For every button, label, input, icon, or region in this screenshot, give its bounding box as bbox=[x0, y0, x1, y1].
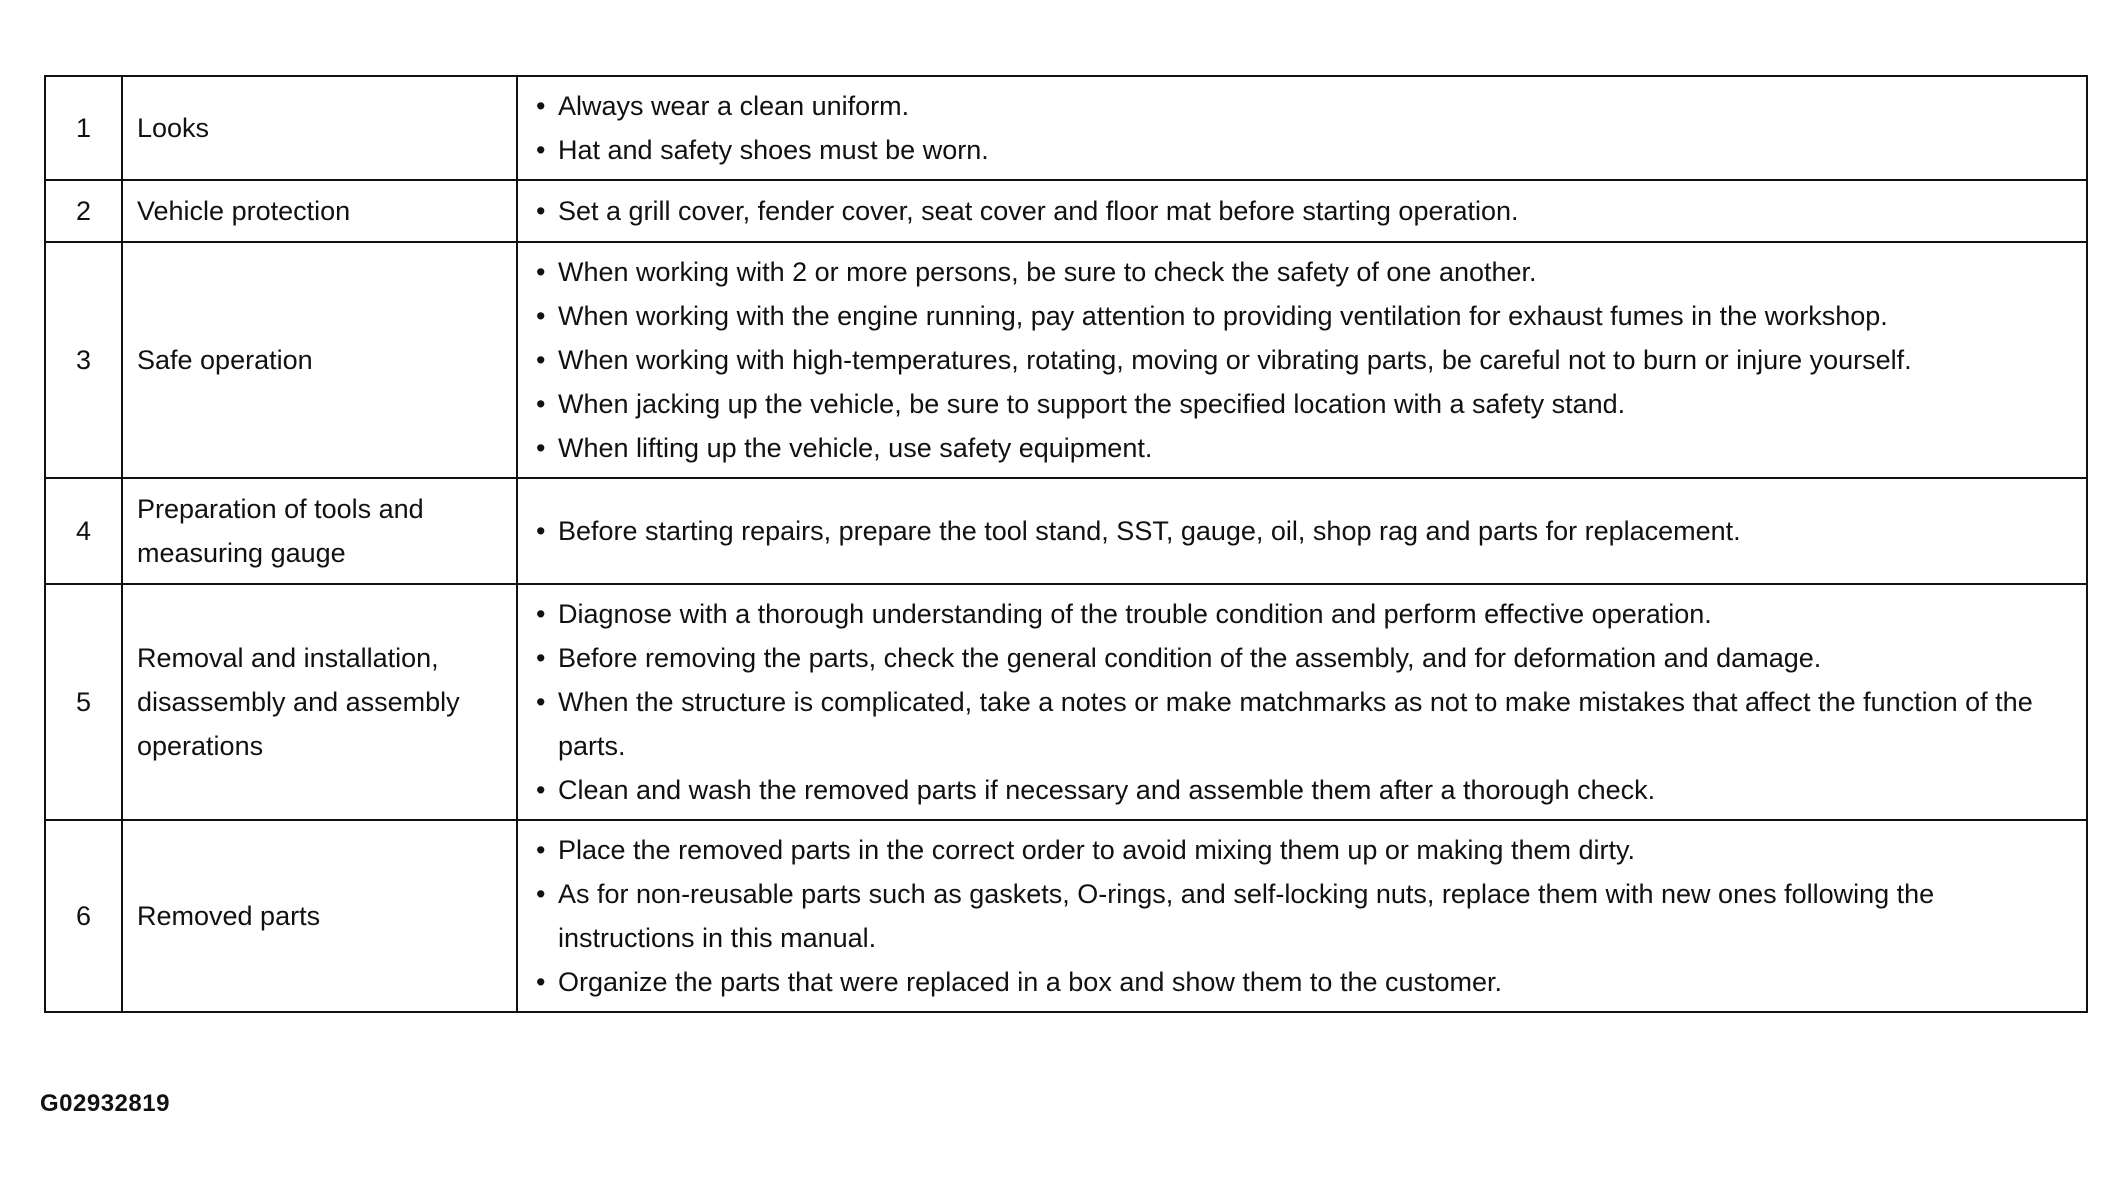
bullet-item: • Always wear a clean uniform. bbox=[534, 84, 2070, 128]
table-row bbox=[45, 584, 2087, 820]
row-details bbox=[517, 820, 2087, 1012]
row-number: 1 bbox=[45, 76, 122, 180]
bullet-item: • Before starting repairs, prepare the tool stand, SST, gauge, oil, shop rag and parts for replacement. bbox=[534, 509, 2070, 553]
bullet-item: • Organize the parts that were replaced in a box and show them to the customer. bbox=[534, 960, 2070, 1004]
row-details bbox=[517, 242, 2087, 478]
bullet-item: • As for non-reusable parts such as gaskets, O-rings, and self-locking nuts, replace them with new ones following the instructions in this manual. bbox=[534, 872, 2070, 960]
row-category: Removed parts bbox=[122, 820, 517, 1012]
bullet-item: • Hat and safety shoes must be worn. bbox=[534, 128, 2070, 172]
table-row bbox=[45, 180, 2087, 242]
row-details bbox=[517, 180, 2087, 242]
figure-id: G02932819 bbox=[40, 1090, 170, 1117]
row-number: 4 bbox=[45, 478, 122, 584]
row-category: Removal and installation, disassembly and assembly operations bbox=[122, 584, 517, 820]
bullet-item: • When working with 2 or more persons, be sure to check the safety of one another. bbox=[534, 250, 2070, 294]
row-number: 6 bbox=[45, 820, 122, 1012]
bullet-item: • When working with the engine running, pay attention to providing ventilation for exhaust fumes in the workshop. bbox=[534, 294, 2070, 338]
row-category: Safe operation bbox=[122, 242, 517, 478]
bullet-item: • When working with high-temperatures, rotating, moving or vibrating parts, be careful not to burn or injure yourself. bbox=[534, 338, 2070, 382]
row-number: 2 bbox=[45, 180, 122, 242]
table-row bbox=[45, 242, 2087, 478]
row-details bbox=[517, 478, 2087, 584]
service-precautions-table bbox=[44, 75, 2088, 1013]
bullet-item: • When lifting up the vehicle, use safety equipment. bbox=[534, 426, 2070, 470]
row-number: 3 bbox=[45, 242, 122, 478]
bullet-item: • Before removing the parts, check the general condition of the assembly, and for deformation and damage. bbox=[534, 636, 2070, 680]
bullet-item: • Clean and wash the removed parts if necessary and assemble them after a thorough check. bbox=[534, 768, 2070, 812]
row-category: Vehicle protection bbox=[122, 180, 517, 242]
table-body bbox=[45, 76, 2087, 1012]
bullet-item: • When jacking up the vehicle, be sure to support the specified location with a safety stand. bbox=[534, 382, 2070, 426]
table-row bbox=[45, 76, 2087, 180]
row-details bbox=[517, 584, 2087, 820]
row-number: 5 bbox=[45, 584, 122, 820]
row-details bbox=[517, 76, 2087, 180]
bullet-item: • Diagnose with a thorough understanding of the trouble condition and perform effective operation. bbox=[534, 592, 2070, 636]
bullet-item: • Set a grill cover, fender cover, seat cover and floor mat before starting operation. bbox=[534, 189, 2070, 233]
bullet-item: • When the structure is complicated, take a notes or make matchmarks as not to make mistakes that affect the function of the parts. bbox=[534, 680, 2070, 768]
bullet-item: • Place the removed parts in the correct order to avoid mixing them up or making them dirty. bbox=[534, 828, 2070, 872]
table-row bbox=[45, 820, 2087, 1012]
row-category: Preparation of tools and measuring gauge bbox=[122, 478, 517, 584]
table-row bbox=[45, 478, 2087, 584]
row-category: Looks bbox=[122, 76, 517, 180]
